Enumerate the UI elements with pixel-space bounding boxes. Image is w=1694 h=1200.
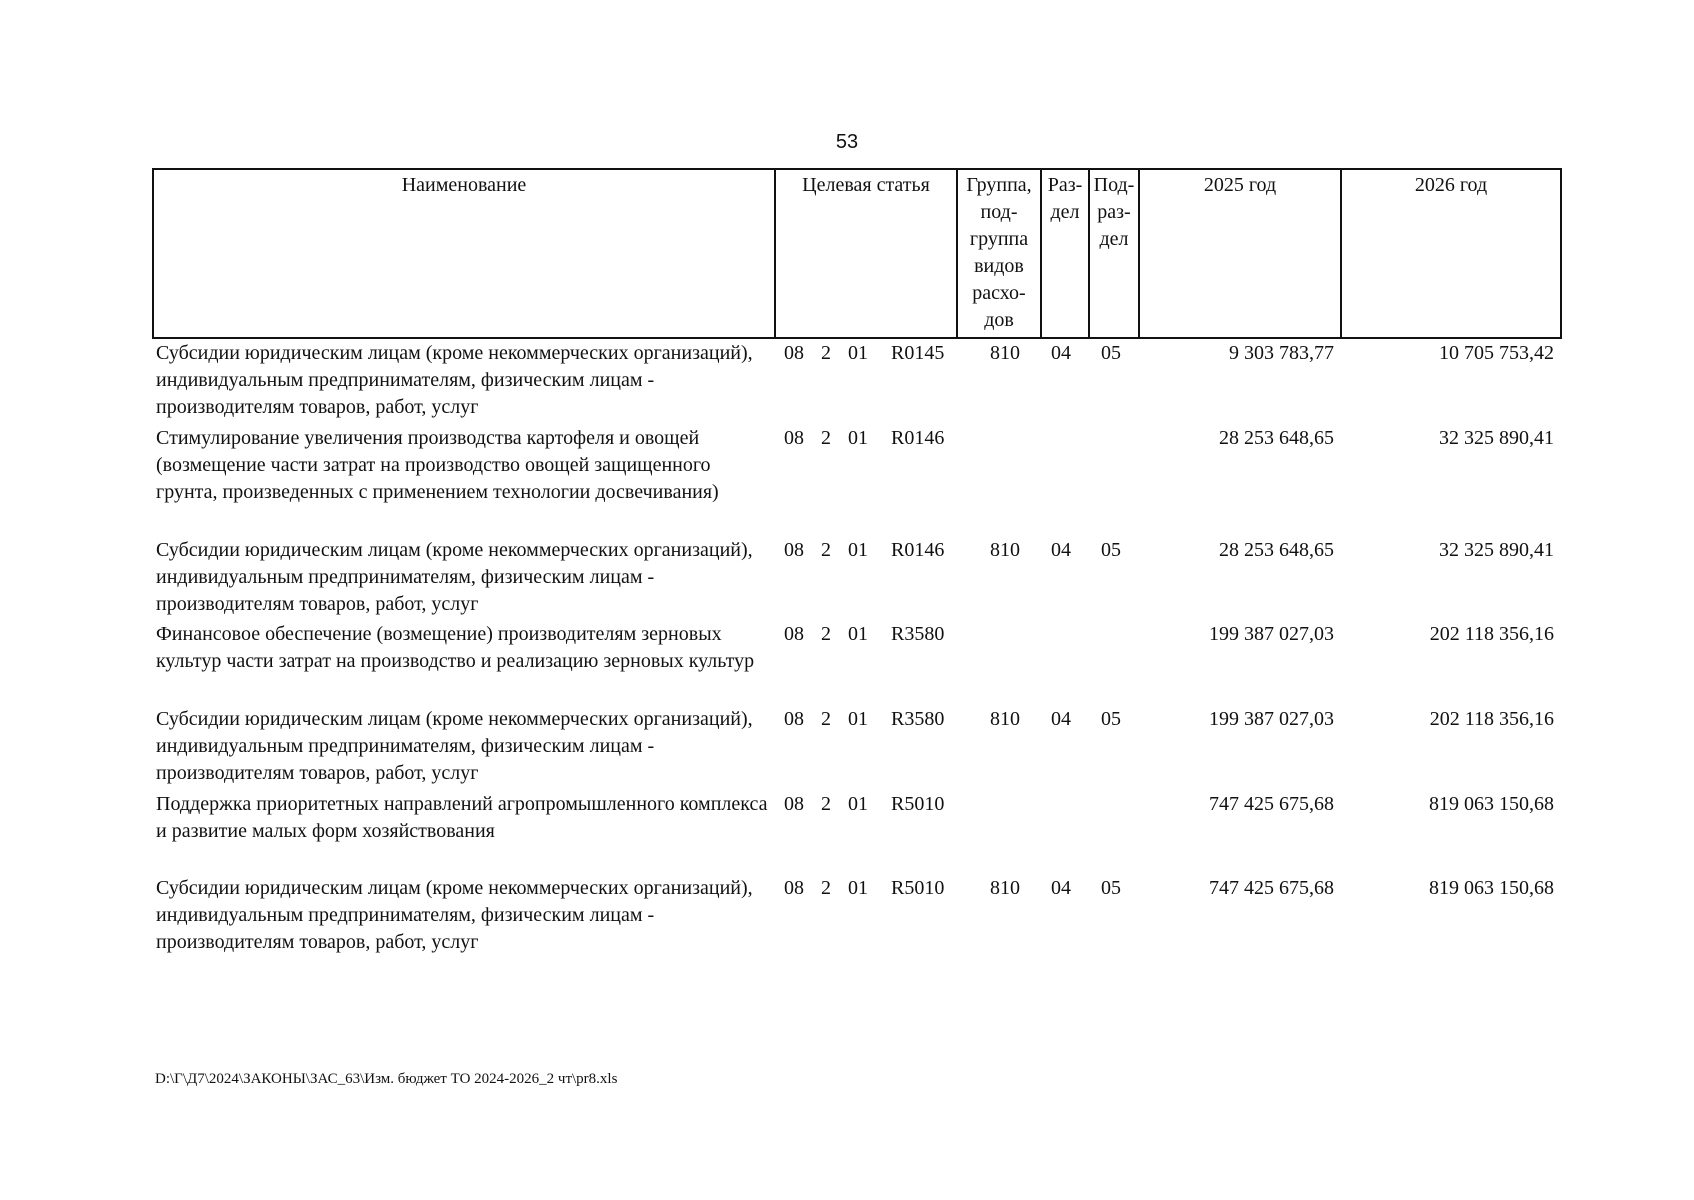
row-subsection: 05 <box>1101 708 1121 730</box>
row-group: 810 <box>990 539 1020 561</box>
row-main-event: 01 <box>848 342 868 364</box>
row-amount-2026: 202 118 356,16 <box>1429 623 1554 645</box>
row-section: 04 <box>1051 708 1071 730</box>
row-amount-2025: 28 253 648,65 <box>1219 539 1334 561</box>
header-subsection <box>1090 170 1138 337</box>
header-target-article: Целевая статья <box>802 174 930 196</box>
row-group: 810 <box>990 708 1020 730</box>
row-amount-2025: 28 253 648,65 <box>1219 427 1334 449</box>
row-direction: R3580 <box>891 708 945 730</box>
header-year-2025: 2025 год <box>1203 174 1277 196</box>
row-subsection: 05 <box>1101 877 1121 899</box>
row-main-event: 01 <box>848 708 868 730</box>
row-direction: R5010 <box>891 877 945 899</box>
row-direction: R0146 <box>891 427 945 449</box>
header-subsection-line: Под- <box>1093 174 1135 196</box>
row-section: 04 <box>1051 877 1071 899</box>
row-program: 08 <box>784 539 804 561</box>
row-amount-2026: 202 118 356,16 <box>1429 708 1554 730</box>
row-amount-2026: 819 063 150,68 <box>1429 793 1554 815</box>
row-subprogram: 2 <box>821 708 831 730</box>
row-program: 08 <box>784 623 804 645</box>
file-path-footer: D:\Г\Д7\2024\ЗАКОНЫ\ЗАС_63\Изм. бюджет ТО 2024-2026_2 чт\pr8.xls <box>155 1071 618 1087</box>
header-subsection-line: дел <box>1099 228 1129 250</box>
row-program: 08 <box>784 427 804 449</box>
row-name: Субсидии юридическим лицам (кроме некоммерческих организаций), индивидуальным предпринимателям, физическим лицам - производителям товаров, работ, услуг <box>156 708 753 784</box>
row-group: 810 <box>990 877 1020 899</box>
row-main-event: 01 <box>848 539 868 561</box>
row-amount-2025: 199 387 027,03 <box>1209 708 1334 730</box>
row-direction: R0146 <box>891 539 945 561</box>
row-subprogram: 2 <box>821 793 831 815</box>
row-amount-2026: 819 063 150,68 <box>1429 877 1554 899</box>
row-group: 810 <box>990 342 1020 364</box>
row-name: Субсидии юридическим лицам (кроме некоммерческих организаций), индивидуальным предпринимателям, физическим лицам - производителям товаров, работ, услуг <box>156 539 753 615</box>
row-subsection: 05 <box>1101 342 1121 364</box>
header-expense-group <box>958 170 1040 337</box>
header-subsection-line: раз- <box>1097 201 1131 223</box>
header-section <box>1042 170 1088 337</box>
row-amount-2026: 10 705 753,42 <box>1439 342 1554 364</box>
row-subsection: 05 <box>1101 539 1121 561</box>
header-group-line: дов <box>984 309 1014 331</box>
row-name: Субсидии юридическим лицам (кроме некоммерческих организаций), индивидуальным предпринимателям, физическим лицам - производителям товаров, работ, услуг <box>156 877 753 953</box>
row-program: 08 <box>784 793 804 815</box>
row-main-event: 01 <box>848 877 868 899</box>
page-number: 53 <box>835 131 859 153</box>
row-section: 04 <box>1051 342 1071 364</box>
row-name: Стимулирование увеличения производства картофеля и овощей (возмещение части затрат на производство овощей защищенного грунта, произведенных с применением технологии досвечивания) <box>156 427 719 503</box>
row-subprogram: 2 <box>821 877 831 899</box>
row-section: 04 <box>1051 539 1071 561</box>
row-subprogram: 2 <box>821 427 831 449</box>
header-section-line: дел <box>1050 201 1080 223</box>
row-amount-2025: 9 303 783,77 <box>1229 342 1334 364</box>
row-name: Субсидии юридическим лицам (кроме некоммерческих организаций), индивидуальным предпринимателям, физическим лицам - производителям товаров, работ, услуг <box>156 342 753 418</box>
row-amount-2025: 747 425 675,68 <box>1209 793 1334 815</box>
row-name: Финансовое обеспечение (возмещение) производителям зерновых культур части затрат на производство и реализацию зерновых культур <box>156 623 755 672</box>
row-main-event: 01 <box>848 623 868 645</box>
header-group-line: Группа, <box>966 174 1032 196</box>
header-group-line: видов <box>974 255 1024 277</box>
header-name: Наименование <box>401 174 527 196</box>
row-program: 08 <box>784 708 804 730</box>
row-subprogram: 2 <box>821 539 831 561</box>
row-amount-2026: 32 325 890,41 <box>1439 427 1554 449</box>
row-direction: R0145 <box>891 342 945 364</box>
header-group-line: расхо- <box>972 282 1026 304</box>
row-name: Поддержка приоритетных направлений агропромышленного комплекса и развитие малых форм хозяйствования <box>156 793 768 842</box>
table-header <box>152 168 1562 339</box>
row-program: 08 <box>784 877 804 899</box>
row-direction: R3580 <box>891 623 945 645</box>
header-group-line: группа <box>969 228 1029 250</box>
row-direction: R5010 <box>891 793 945 815</box>
row-amount-2026: 32 325 890,41 <box>1439 539 1554 561</box>
row-subprogram: 2 <box>821 342 831 364</box>
row-amount-2025: 747 425 675,68 <box>1209 877 1334 899</box>
header-year-2026: 2026 год <box>1414 174 1488 196</box>
row-main-event: 01 <box>848 793 868 815</box>
header-group-line: под- <box>980 201 1018 223</box>
header-section-line: Раз- <box>1047 174 1083 196</box>
row-amount-2025: 199 387 027,03 <box>1209 623 1334 645</box>
row-program: 08 <box>784 342 804 364</box>
row-main-event: 01 <box>848 427 868 449</box>
row-subprogram: 2 <box>821 623 831 645</box>
